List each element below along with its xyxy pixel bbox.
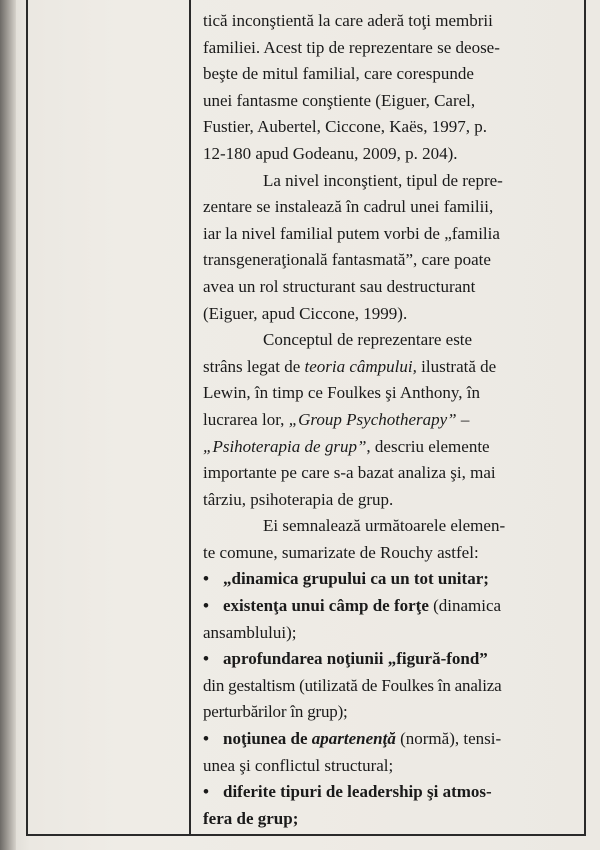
italic-title-group-psychotherapy: „Group Psychotherapy” – <box>288 409 470 429</box>
bullet-icon: • <box>203 729 209 749</box>
italic-term-teoria-campului: teoria câmpului, <box>304 356 417 376</box>
left-column-cell <box>28 0 189 834</box>
italic-title-psihoterapia-de-grup: „Psihoterapia de grup” <box>203 436 367 456</box>
right-column-text <box>203 8 561 832</box>
bullet-item-4-continued: unea şi conflictul structural; <box>203 755 394 775</box>
bullet-item-3-continued: din gestaltism (utilizată de Foulkes în analiza perturbărilor în grup); <box>203 675 502 722</box>
bullet-item-2-continued: ansamblului); <box>203 622 297 642</box>
bullet-icon: • <box>203 649 209 669</box>
bullet-icon: • <box>203 782 209 802</box>
paragraph-3: Conceptul de reprezentare este strâns legat de teoria câmpului, ilustrată de Lewin, în timp ce Foulkes şi Anthony, în lucrarea lor, „Group Psychotherapy” – „Psihoterapia de grup”, descriu elemente importante pe care s-a bazat analiza şi, mai târziu, psihoterapia de grup. <box>203 330 497 509</box>
book-spine-shadow <box>0 0 16 850</box>
bullet-item-3: • aprofundarea noţiunii „figură-fond” <box>203 646 561 673</box>
bullet-item-2: • existenţa unui câmp de forţe (dinamica <box>203 593 561 620</box>
bullet-icon: • <box>203 596 209 616</box>
paragraph-4: Ei semnalează următoarele elemen- te comune, sumarizate de Rouchy astfel: <box>203 516 506 562</box>
bullet-item-5-continued: fera de grup; <box>203 808 299 828</box>
column-divider <box>189 0 191 834</box>
bullet-item-5: • diferite tipuri de leadership şi atmos- <box>203 779 561 806</box>
bullet-item-4: • noţiunea de apartenenţă (normă), tensi- <box>203 726 561 753</box>
paragraph-1: tică inconştientă la care aderă toţi membrii familiei. Acest tip de reprezentare se deose- beşte de mitul familial, care corespunde unei fantasme conştiente (Eiguer, Carel, Fustier, Aubertel, Ciccone, Kaës, 1997, p. 12-180 apud Godeanu, 2009, p. 204). <box>203 11 500 163</box>
bullet-item-1: • „dinamica grupului ca un tot unitar; <box>203 566 561 593</box>
paragraph-2: La nivel inconştient, tipul de repre- zentare se instalează în cadrul unei familii, iar la nivel familial putem vorbi de „familia transgeneraţională fantasmată”, care poate avea un rol structurant sau destructurant (Eiguer, apud Ciccone, 1999). <box>203 170 503 323</box>
bullet-icon: • <box>203 569 209 589</box>
